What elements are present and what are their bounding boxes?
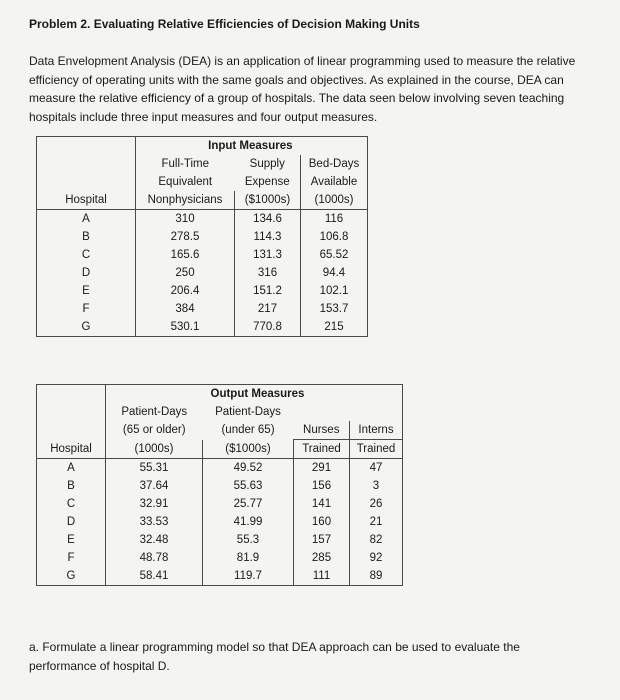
input-col2-line2: Expense — [244, 176, 290, 188]
input-col3-line2: Available — [301, 173, 368, 191]
input-value-cell: 217 — [235, 300, 301, 318]
input-data-row — [37, 318, 368, 337]
output-value-cell: 55.63 — [203, 477, 294, 495]
input-header-row-2 — [37, 155, 368, 173]
output-value-cell: 47 — [350, 459, 403, 478]
input-hospital-label: Hospital — [37, 191, 136, 210]
input-value-cell: 102.1 — [301, 282, 368, 300]
output-hospital-header-mid2 — [37, 421, 106, 440]
input-value-cell: 165.6 — [136, 246, 235, 264]
output-header-row-2 — [37, 403, 403, 421]
input-measures-table — [36, 136, 368, 337]
output-data-row — [37, 477, 403, 495]
input-hospital-cell: E — [37, 282, 136, 300]
input-value-cell: 151.2 — [235, 282, 301, 300]
input-hospital-header-mid — [37, 155, 136, 173]
output-col1-line3: (1000s) — [106, 440, 203, 459]
input-col1-line1: Full-Time — [161, 158, 209, 170]
input-value-cell: 316 — [235, 264, 301, 282]
problem-title: Problem 2. Evaluating Relative Efficiencies of Decision Making Units — [29, 17, 420, 31]
input-value-cell: 206.4 — [136, 282, 235, 300]
output-value-cell: 157 — [294, 531, 350, 549]
output-hospital-header-top — [37, 385, 106, 404]
input-value-cell: 530.1 — [136, 318, 235, 337]
output-hospital-cell: F — [37, 549, 106, 567]
output-hospital-cell: B — [37, 477, 106, 495]
output-value-cell: 49.52 — [203, 459, 294, 478]
input-data-row — [37, 246, 368, 264]
output-hospital-header-mid — [37, 403, 106, 421]
output-data-row — [37, 513, 403, 531]
output-value-cell: 25.77 — [203, 495, 294, 513]
input-value-cell: 65.52 — [301, 246, 368, 264]
input-col2-line1: Supply — [249, 158, 285, 170]
output-measures-table — [36, 384, 403, 586]
output-hospital-cell: D — [37, 513, 106, 531]
output-value-cell: 26 — [350, 495, 403, 513]
output-value-cell: 81.9 — [203, 549, 294, 567]
input-value-cell: 250 — [136, 264, 235, 282]
output-header-spacer-1 — [106, 385, 203, 404]
output-value-cell: 58.41 — [106, 567, 203, 586]
input-hospital-cell: F — [37, 300, 136, 318]
input-value-cell: 310 — [136, 210, 235, 229]
output-hospital-cell: A — [37, 459, 106, 478]
output-value-cell: 141 — [294, 495, 350, 513]
input-col1-line2: Equivalent — [158, 176, 213, 188]
input-data-row — [37, 228, 368, 246]
output-col2-line3: ($1000s) — [203, 440, 294, 459]
input-hospital-cell: C — [37, 246, 136, 264]
output-value-cell: 285 — [294, 549, 350, 567]
output-col1-line2: (65 or older) — [122, 424, 186, 437]
output-col2-line2: (under 65) — [221, 424, 275, 437]
input-header-row-4 — [37, 191, 368, 210]
input-value-cell: 116 — [301, 210, 368, 229]
output-value-cell: 92 — [350, 549, 403, 567]
output-value-cell: 48.78 — [106, 549, 203, 567]
output-hospital-cell: E — [37, 531, 106, 549]
input-value-cell: 131.3 — [235, 246, 301, 264]
output-data-row — [37, 531, 403, 549]
output-data-row — [37, 567, 403, 586]
output-data-row — [37, 459, 403, 478]
input-value-cell: 134.6 — [235, 210, 301, 229]
input-data-row — [37, 300, 368, 318]
output-value-cell: 3 — [350, 477, 403, 495]
input-value-cell: 384 — [136, 300, 235, 318]
input-header-row-3 — [37, 173, 368, 191]
output-header-row-1 — [37, 385, 403, 404]
input-value-cell: 153.7 — [301, 300, 368, 318]
input-header-spacer — [301, 137, 368, 156]
output-col2-line1: Patient-Days — [215, 406, 281, 418]
input-data-row — [37, 282, 368, 300]
output-hospital-cell: C — [37, 495, 106, 513]
question-a: a. Formulate a linear programming model so that DEA approach can be used to evaluate the performance of hospital D. — [29, 640, 520, 673]
output-value-cell: 32.48 — [106, 531, 203, 549]
input-hospital-cell: D — [37, 264, 136, 282]
output-value-cell: 37.64 — [106, 477, 203, 495]
output-table-body — [37, 459, 403, 586]
input-value-cell: 106.8 — [301, 228, 368, 246]
output-header-row-3 — [37, 421, 403, 440]
output-col3-line2: Nurses — [303, 424, 340, 436]
input-data-row — [37, 210, 368, 229]
output-col4-line3: Trained — [350, 440, 403, 459]
output-value-cell: 160 — [294, 513, 350, 531]
output-col3-line1 — [294, 403, 350, 421]
output-data-row — [37, 495, 403, 513]
input-col2-line3: ($1000s) — [235, 191, 301, 210]
input-value-cell: 770.8 — [235, 318, 301, 337]
output-value-cell: 89 — [350, 567, 403, 586]
output-data-row — [37, 549, 403, 567]
input-value-cell: 278.5 — [136, 228, 235, 246]
input-col3-line1: Bed-Days — [301, 155, 368, 173]
input-value-cell: 94.4 — [301, 264, 368, 282]
output-value-cell: 55.3 — [203, 531, 294, 549]
output-col4-line1 — [350, 403, 403, 421]
output-value-cell: 55.31 — [106, 459, 203, 478]
output-col1-line1: Patient-Days — [121, 406, 188, 418]
output-value-cell: 111 — [294, 567, 350, 586]
output-header-spacer-2 — [350, 385, 403, 404]
input-value-cell: 114.3 — [235, 228, 301, 246]
output-value-cell: 119.7 — [203, 567, 294, 586]
output-group-header: Output Measures — [203, 385, 350, 404]
input-value-cell: 215 — [301, 318, 368, 337]
output-value-cell: 291 — [294, 459, 350, 478]
input-data-row — [37, 264, 368, 282]
output-value-cell: 41.99 — [203, 513, 294, 531]
input-hospital-header-top — [37, 137, 136, 156]
output-value-cell: 33.53 — [106, 513, 203, 531]
input-header-row-1 — [37, 137, 368, 156]
input-col3-line3: (1000s) — [301, 191, 368, 210]
input-hospital-header-mid2 — [37, 173, 136, 191]
input-hospital-cell: A — [37, 210, 136, 229]
output-value-cell: 82 — [350, 531, 403, 549]
input-col1-line3: Nonphysicians — [136, 191, 235, 210]
output-col3-line3: Trained — [294, 440, 350, 459]
output-hospital-label: Hospital — [37, 440, 106, 459]
output-value-cell: 156 — [294, 477, 350, 495]
input-table-body — [37, 210, 368, 337]
output-header-row-4 — [37, 440, 403, 459]
input-group-header: Input Measures — [136, 137, 301, 156]
output-value-cell: 21 — [350, 513, 403, 531]
input-hospital-cell: B — [37, 228, 136, 246]
intro-paragraph: Data Envelopment Analysis (DEA) is an application of linear programming used to measure the relative efficiency of operating units with the same goals and objectives. As explained in the course, DEA can measure the relative efficiency of a group of hospitals. The data seen below involving seven teaching hospitals include three input measures and four output measures. — [29, 54, 576, 124]
output-value-cell: 32.91 — [106, 495, 203, 513]
output-col4-line2: Interns — [350, 421, 403, 440]
output-hospital-cell: G — [37, 567, 106, 586]
input-hospital-cell: G — [37, 318, 136, 337]
